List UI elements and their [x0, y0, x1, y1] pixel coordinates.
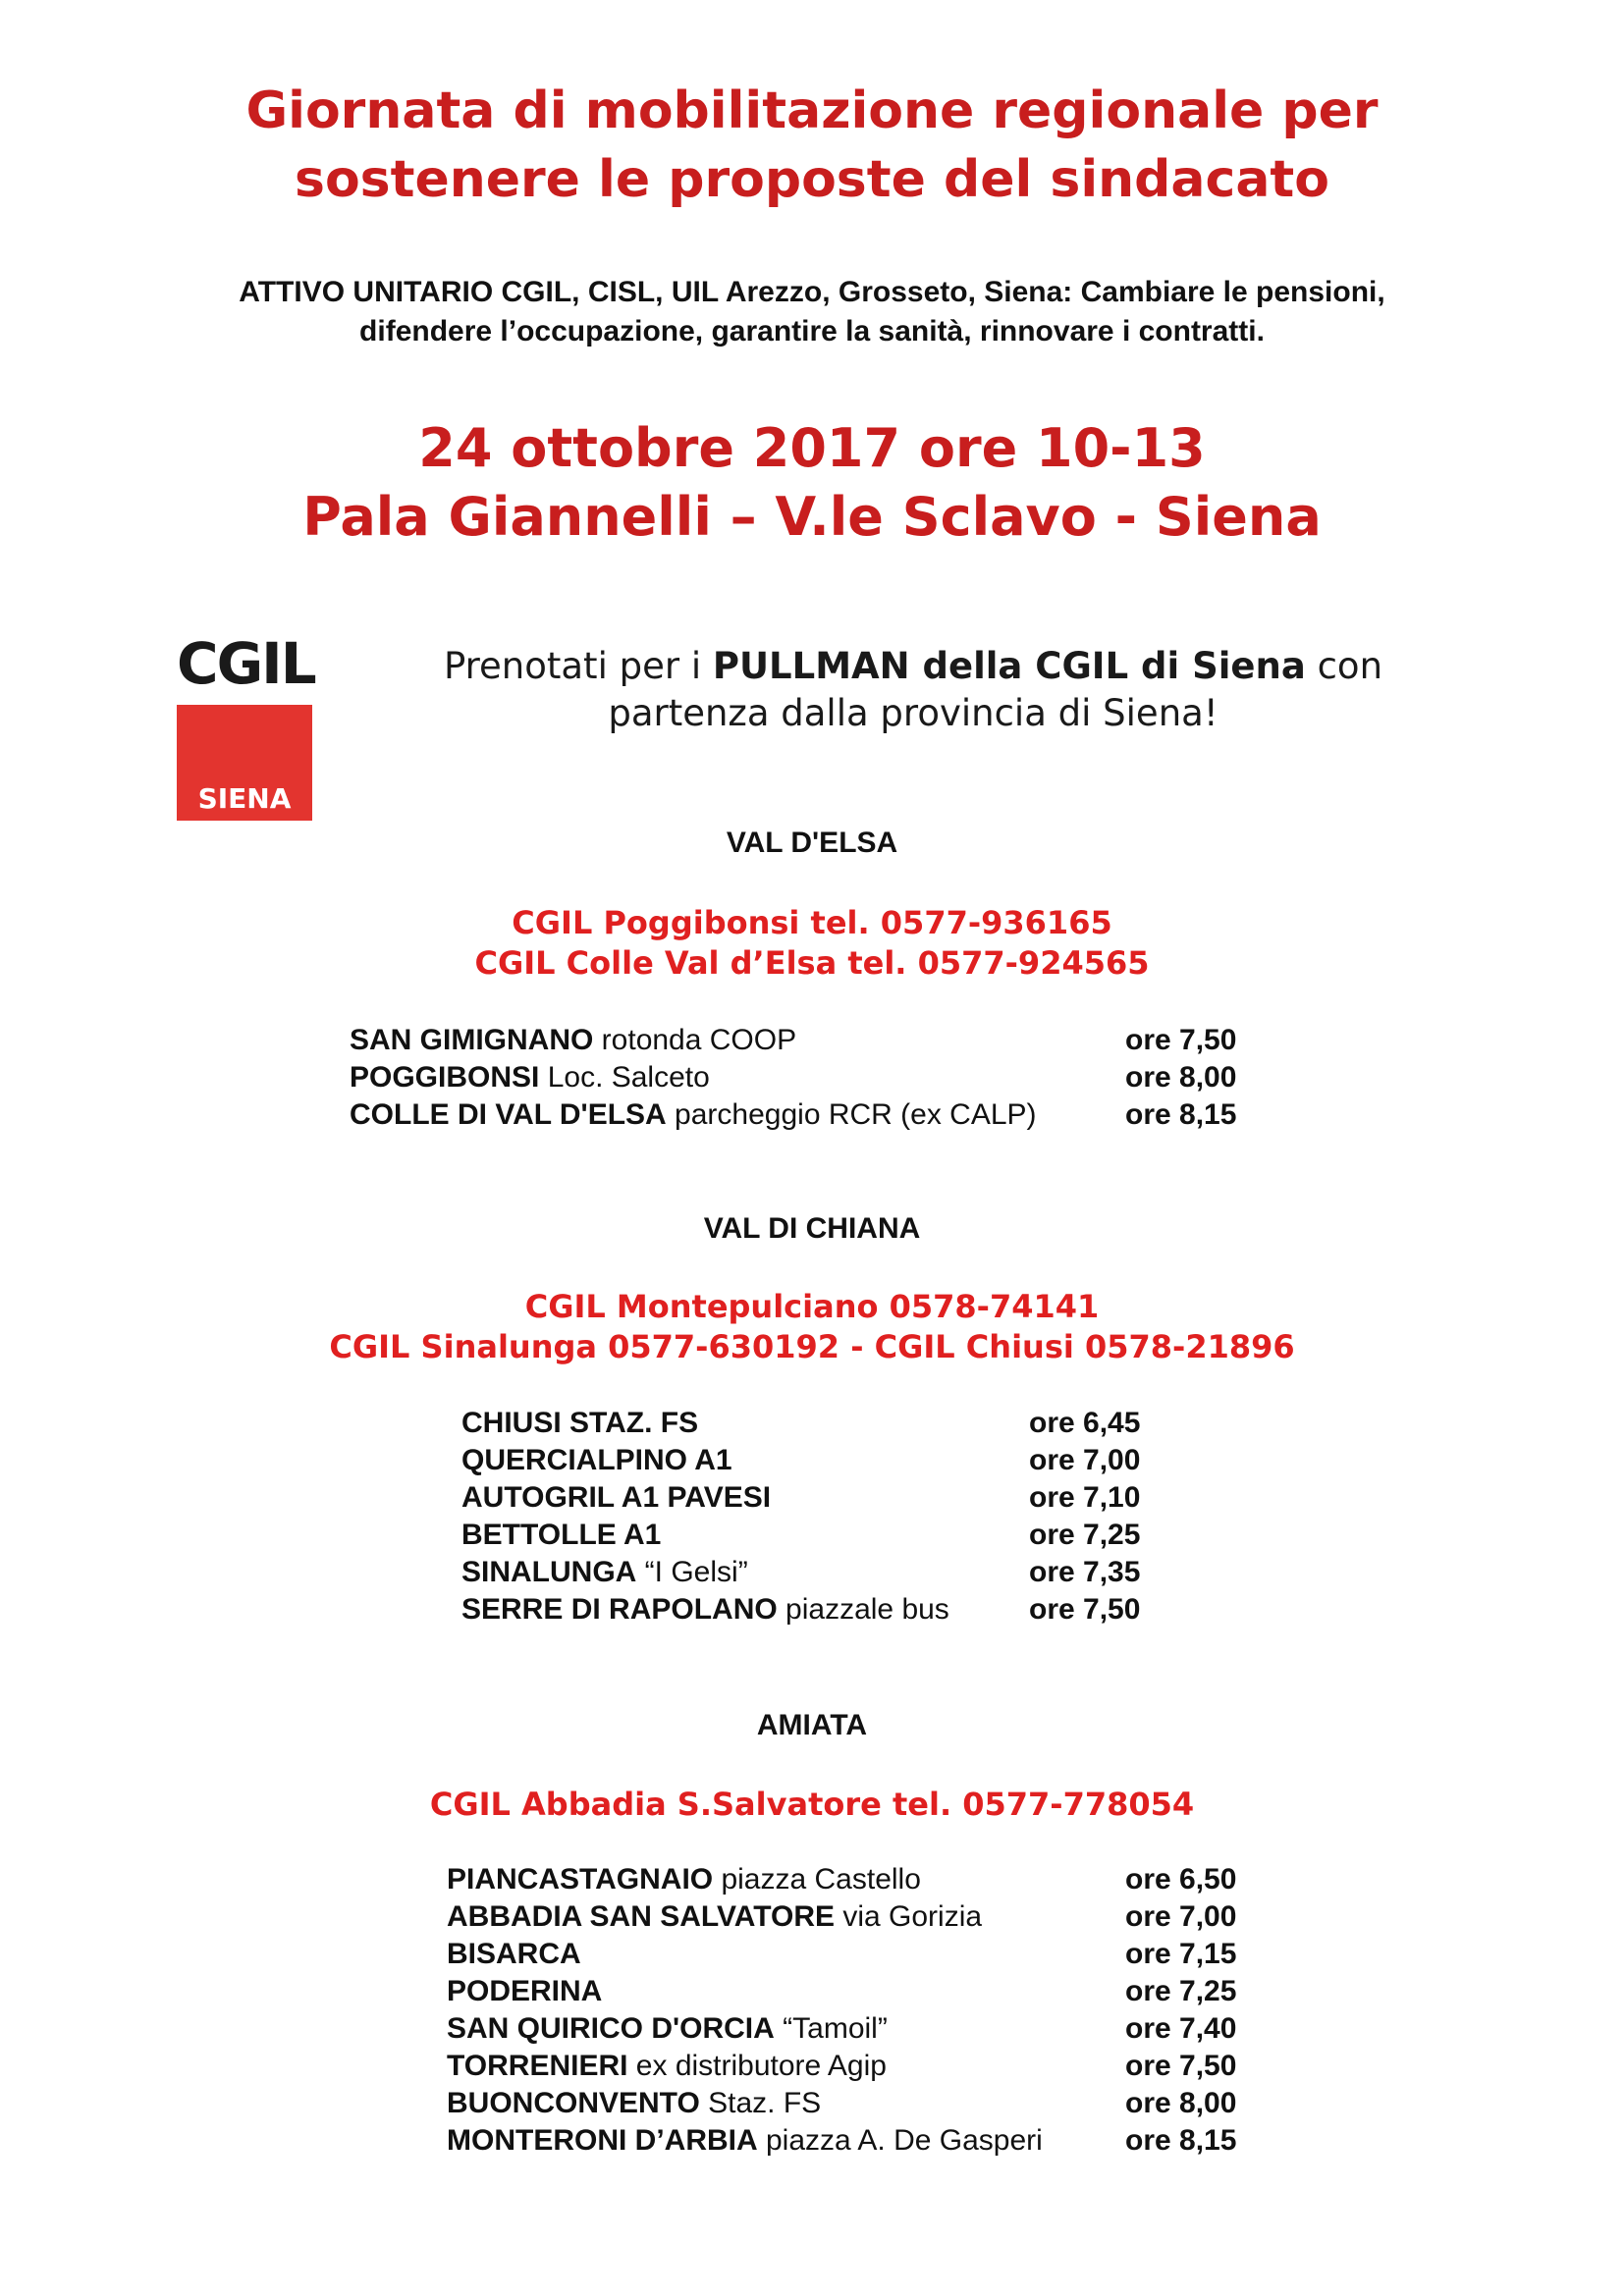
- stop-place: SAN GIMIGNANO rotonda COOP: [350, 1024, 797, 1056]
- stop-place: PIANCASTAGNAIO piazza Castello: [447, 1863, 921, 1896]
- pullman-notice-line-1: [393, 643, 1434, 690]
- subtitle: [0, 273, 1624, 351]
- stop-place: PODERINA: [447, 1975, 603, 2007]
- stop-time: ore 7,25: [1029, 1519, 1141, 1551]
- stop-place: BETTOLLE A1: [461, 1519, 662, 1551]
- region-name: AMIATA: [756, 1709, 868, 1741]
- contact-line: CGIL Poggibonsi tel. 0577-936165: [512, 904, 1112, 941]
- stop-row: [447, 1898, 1252, 1936]
- logo-red-box: [177, 705, 312, 821]
- stop-time: ore 7,50: [1029, 1593, 1141, 1626]
- stop-place: QUERCIALPINO A1: [461, 1444, 732, 1476]
- stop-row: [350, 1059, 1253, 1096]
- stop-place: BISARCA: [447, 1938, 581, 1970]
- stop-place: SERRE DI RAPOLANO piazzale bus: [461, 1593, 949, 1626]
- pullman-bold: PULLMAN della CGIL di Siena: [712, 645, 1306, 687]
- main-title-line-2: sostenere le proposte del sindacato: [295, 150, 1329, 209]
- stop-row: [461, 1479, 1208, 1517]
- pullman-notice-line-2: partenza dalla provincia di Siena!: [608, 692, 1218, 734]
- stop-time: ore 7,35: [1029, 1556, 1141, 1588]
- contact-line: CGIL Montepulciano 0578-74141: [524, 1288, 1100, 1325]
- contact-line: CGIL Abbadia S.Salvatore tel. 0577-778054: [429, 1786, 1195, 1823]
- stop-place: SINALUNGA “I Gelsi”: [461, 1556, 748, 1588]
- stop-time: ore 7,50: [1125, 1024, 1237, 1056]
- region-name: VAL DI CHIANA: [703, 1212, 921, 1245]
- main-title-line-1: Giornata di mobilitazione regionale per: [245, 81, 1379, 140]
- stop-place: MONTERONI D’ARBIA piazza A. De Gasperi: [447, 2124, 1043, 2157]
- stop-row: [447, 1973, 1252, 2010]
- stop-time: ore 7,00: [1029, 1444, 1141, 1476]
- stop-time: ore 7,25: [1125, 1975, 1237, 2007]
- stop-row: [447, 2048, 1252, 2085]
- subtitle-line-1: ATTIVO UNITARIO CGIL, CISL, UIL Arezzo, Grosseto, Siena: Cambiare le pensioni,: [239, 276, 1385, 308]
- stop-time: ore 8,15: [1125, 1098, 1237, 1131]
- stop-row: [461, 1405, 1208, 1442]
- stop-time: ore 6,50: [1125, 1863, 1237, 1896]
- region-contacts: [0, 1287, 1624, 1367]
- stop-list: [447, 1861, 1252, 2160]
- stop-row: [461, 1591, 1208, 1629]
- logo-word: CGIL: [177, 630, 315, 697]
- contact-line: CGIL Colle Val d’Elsa tel. 0577-924565: [474, 944, 1150, 982]
- logo-city: SIENA: [197, 782, 292, 815]
- contact-line: CGIL Sinalunga 0577-630192 - CGIL Chiusi 0578-21896: [329, 1328, 1295, 1365]
- stop-row: [447, 1936, 1252, 1973]
- stop-row: [350, 1022, 1253, 1059]
- stop-place: CHIUSI STAZ. FS: [461, 1407, 699, 1439]
- stop-place: AUTOGRIL A1 PAVESI: [461, 1481, 772, 1514]
- region-contacts: [0, 1785, 1624, 1825]
- stop-time: ore 8,00: [1125, 2087, 1237, 2119]
- stop-place: TORRENIERI ex distributore Agip: [447, 2050, 887, 2082]
- cgil-siena-logo: [177, 628, 315, 821]
- stop-place: ABBADIA SAN SALVATORE via Gorizia: [447, 1900, 983, 1933]
- stop-row: [447, 2085, 1252, 2122]
- stop-time: ore 7,15: [1125, 1938, 1237, 1970]
- stop-time: ore 7,00: [1125, 1900, 1237, 1933]
- stop-row: [461, 1517, 1208, 1554]
- event-info: [0, 414, 1624, 552]
- stop-time: ore 7,50: [1125, 2050, 1237, 2082]
- event-place: Pala Giannelli – V.le Sclavo - Siena: [302, 486, 1322, 548]
- region-name: VAL D'ELSA: [726, 827, 898, 859]
- main-title: [0, 77, 1624, 214]
- pullman-post: con: [1305, 645, 1383, 687]
- stop-row: [461, 1554, 1208, 1591]
- stop-time: ore 6,45: [1029, 1407, 1141, 1439]
- stop-list: [461, 1405, 1208, 1629]
- stop-time: ore 8,00: [1125, 1061, 1237, 1094]
- stop-row: [447, 1861, 1252, 1898]
- stop-place: POGGIBONSI Loc. Salceto: [350, 1061, 710, 1094]
- stop-row: [447, 2122, 1252, 2160]
- stop-place: SAN QUIRICO D'ORCIA “Tamoil”: [447, 2012, 888, 2045]
- stop-row: [447, 2010, 1252, 2048]
- pullman-pre: Prenotati per i: [443, 645, 713, 687]
- stop-row: [350, 1096, 1253, 1134]
- stop-time: ore 7,10: [1029, 1481, 1141, 1514]
- pullman-notice: [393, 643, 1434, 737]
- stop-list: [350, 1022, 1253, 1134]
- subtitle-line-2: difendere l’occupazione, garantire la sanità, rinnovare i contratti.: [359, 315, 1265, 347]
- stop-time: ore 7,40: [1125, 2012, 1237, 2045]
- stop-row: [461, 1442, 1208, 1479]
- event-date: 24 ottobre 2017 ore 10-13: [418, 417, 1206, 479]
- region-contacts: [0, 903, 1624, 984]
- stop-time: ore 8,15: [1125, 2124, 1237, 2157]
- stop-place: BUONCONVENTO Staz. FS: [447, 2087, 822, 2119]
- stop-place: COLLE DI VAL D'ELSA parcheggio RCR (ex CALP): [350, 1098, 1037, 1131]
